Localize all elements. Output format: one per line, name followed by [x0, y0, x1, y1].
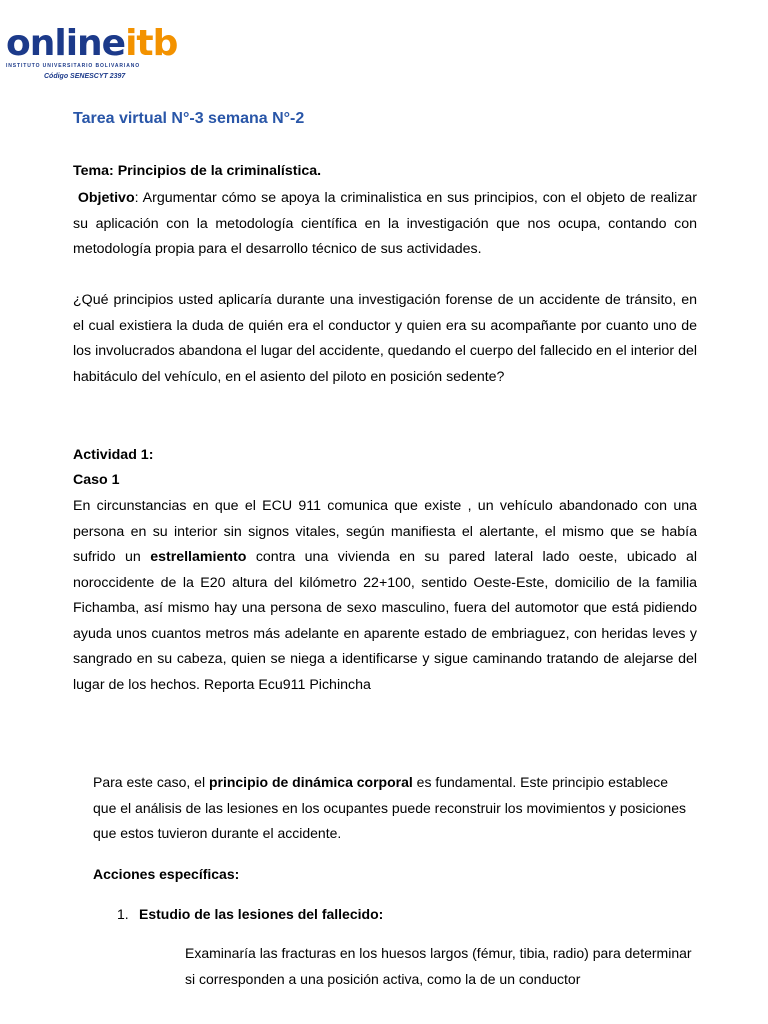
answer-text-2: es fundamental. Este principio establece que el análisis de las lesiones en los ocupantes puede reconstruir los movimientos y posiciones que estos tuvieron durante el accidente.: [93, 774, 686, 841]
logo-wordmark: [6, 23, 186, 64]
list-item-1-text: Examinaría las fracturas en los huesos largos (fémur, tibia, radio) para determinar si corresponden a una posición activa, como la de un conductor: [185, 945, 692, 987]
actividad-heading: Actividad 1:: [73, 447, 154, 463]
logo-senescyt-code: Código SENESCYT 2397: [44, 73, 126, 80]
caso-bold: estrellamiento: [150, 549, 247, 565]
list-item-1: [117, 906, 383, 922]
institution-logo: [6, 23, 186, 88]
tema-label: Tema:: [73, 163, 118, 179]
objetivo-text: : Argumentar cómo se apoya la criminalistica en sus principios, con el objeto de realizar su aplicación con la metodología científica en la investigación que nos ocupa, contando con metodología propia para el desarrollo técnico de sus actividades.: [73, 190, 697, 257]
logo-online-text: online: [6, 23, 126, 64]
answer-bold: principio de dinámica corporal: [208, 774, 413, 790]
caso-heading: Caso 1: [73, 472, 120, 488]
tema-value: Principios de la criminalística.: [117, 163, 322, 179]
acciones-heading: Acciones específicas:: [93, 866, 240, 882]
list-item-1-label: Estudio de las lesiones del fallecido:: [139, 906, 384, 922]
list-item-1-number: 1.: [117, 906, 129, 922]
answer-paragraph: [93, 770, 693, 847]
objetivo-label: Objetivo: [77, 190, 135, 206]
document-title: Tarea virtual N°-3 semana N°-2: [73, 110, 305, 127]
logo-institution-name: INSTITUTO UNIVERSITARIO BOLIVARIANO: [6, 63, 141, 69]
tema-line: [73, 163, 321, 179]
answer-text-1: Para este caso, el: [93, 774, 209, 790]
caso-text-2: contra una vivienda en su pared lateral lado oeste, ubicado al noroccidente de la E20 altura del kilómetro 22+100, sentido Oeste-Este, domicilio de la familia Fichamba, así mismo hay una persona de sexo masculino, fuera del automotor que está pidiendo ayuda unos cuantos metros más adelante en aparente estado de embriaguez, con heridas leves y sangrado en su cabeza, quien se niega a identificarse y sigue caminando tratando de alejarse del lugar de los hechos. Reporta Ecu911 Pichincha: [73, 549, 698, 693]
logo-itb-text: itb: [125, 23, 178, 64]
caso-paragraph: [73, 494, 697, 698]
caso-text-1: En circunstancias en que el ECU 911 comunica que existe , un vehículo abandonado con una persona en su interior sin signos vitales, según manifiesta el alertante, el mismo que se había sufrido un: [73, 498, 697, 565]
objetivo-paragraph: [73, 186, 697, 263]
question-paragraph: ¿Qué principios usted aplicaría durante una investigación forense de un accidente de tránsito, en el cual existiera la duda de quién era el conductor y quien era su acompañante por cuanto uno de los involucrados abandona el lugar del accidente, quedando el cuerpo del fallecido en el interior del habitáculo del vehículo, en el asiento del piloto en posición sedente?: [73, 292, 697, 385]
